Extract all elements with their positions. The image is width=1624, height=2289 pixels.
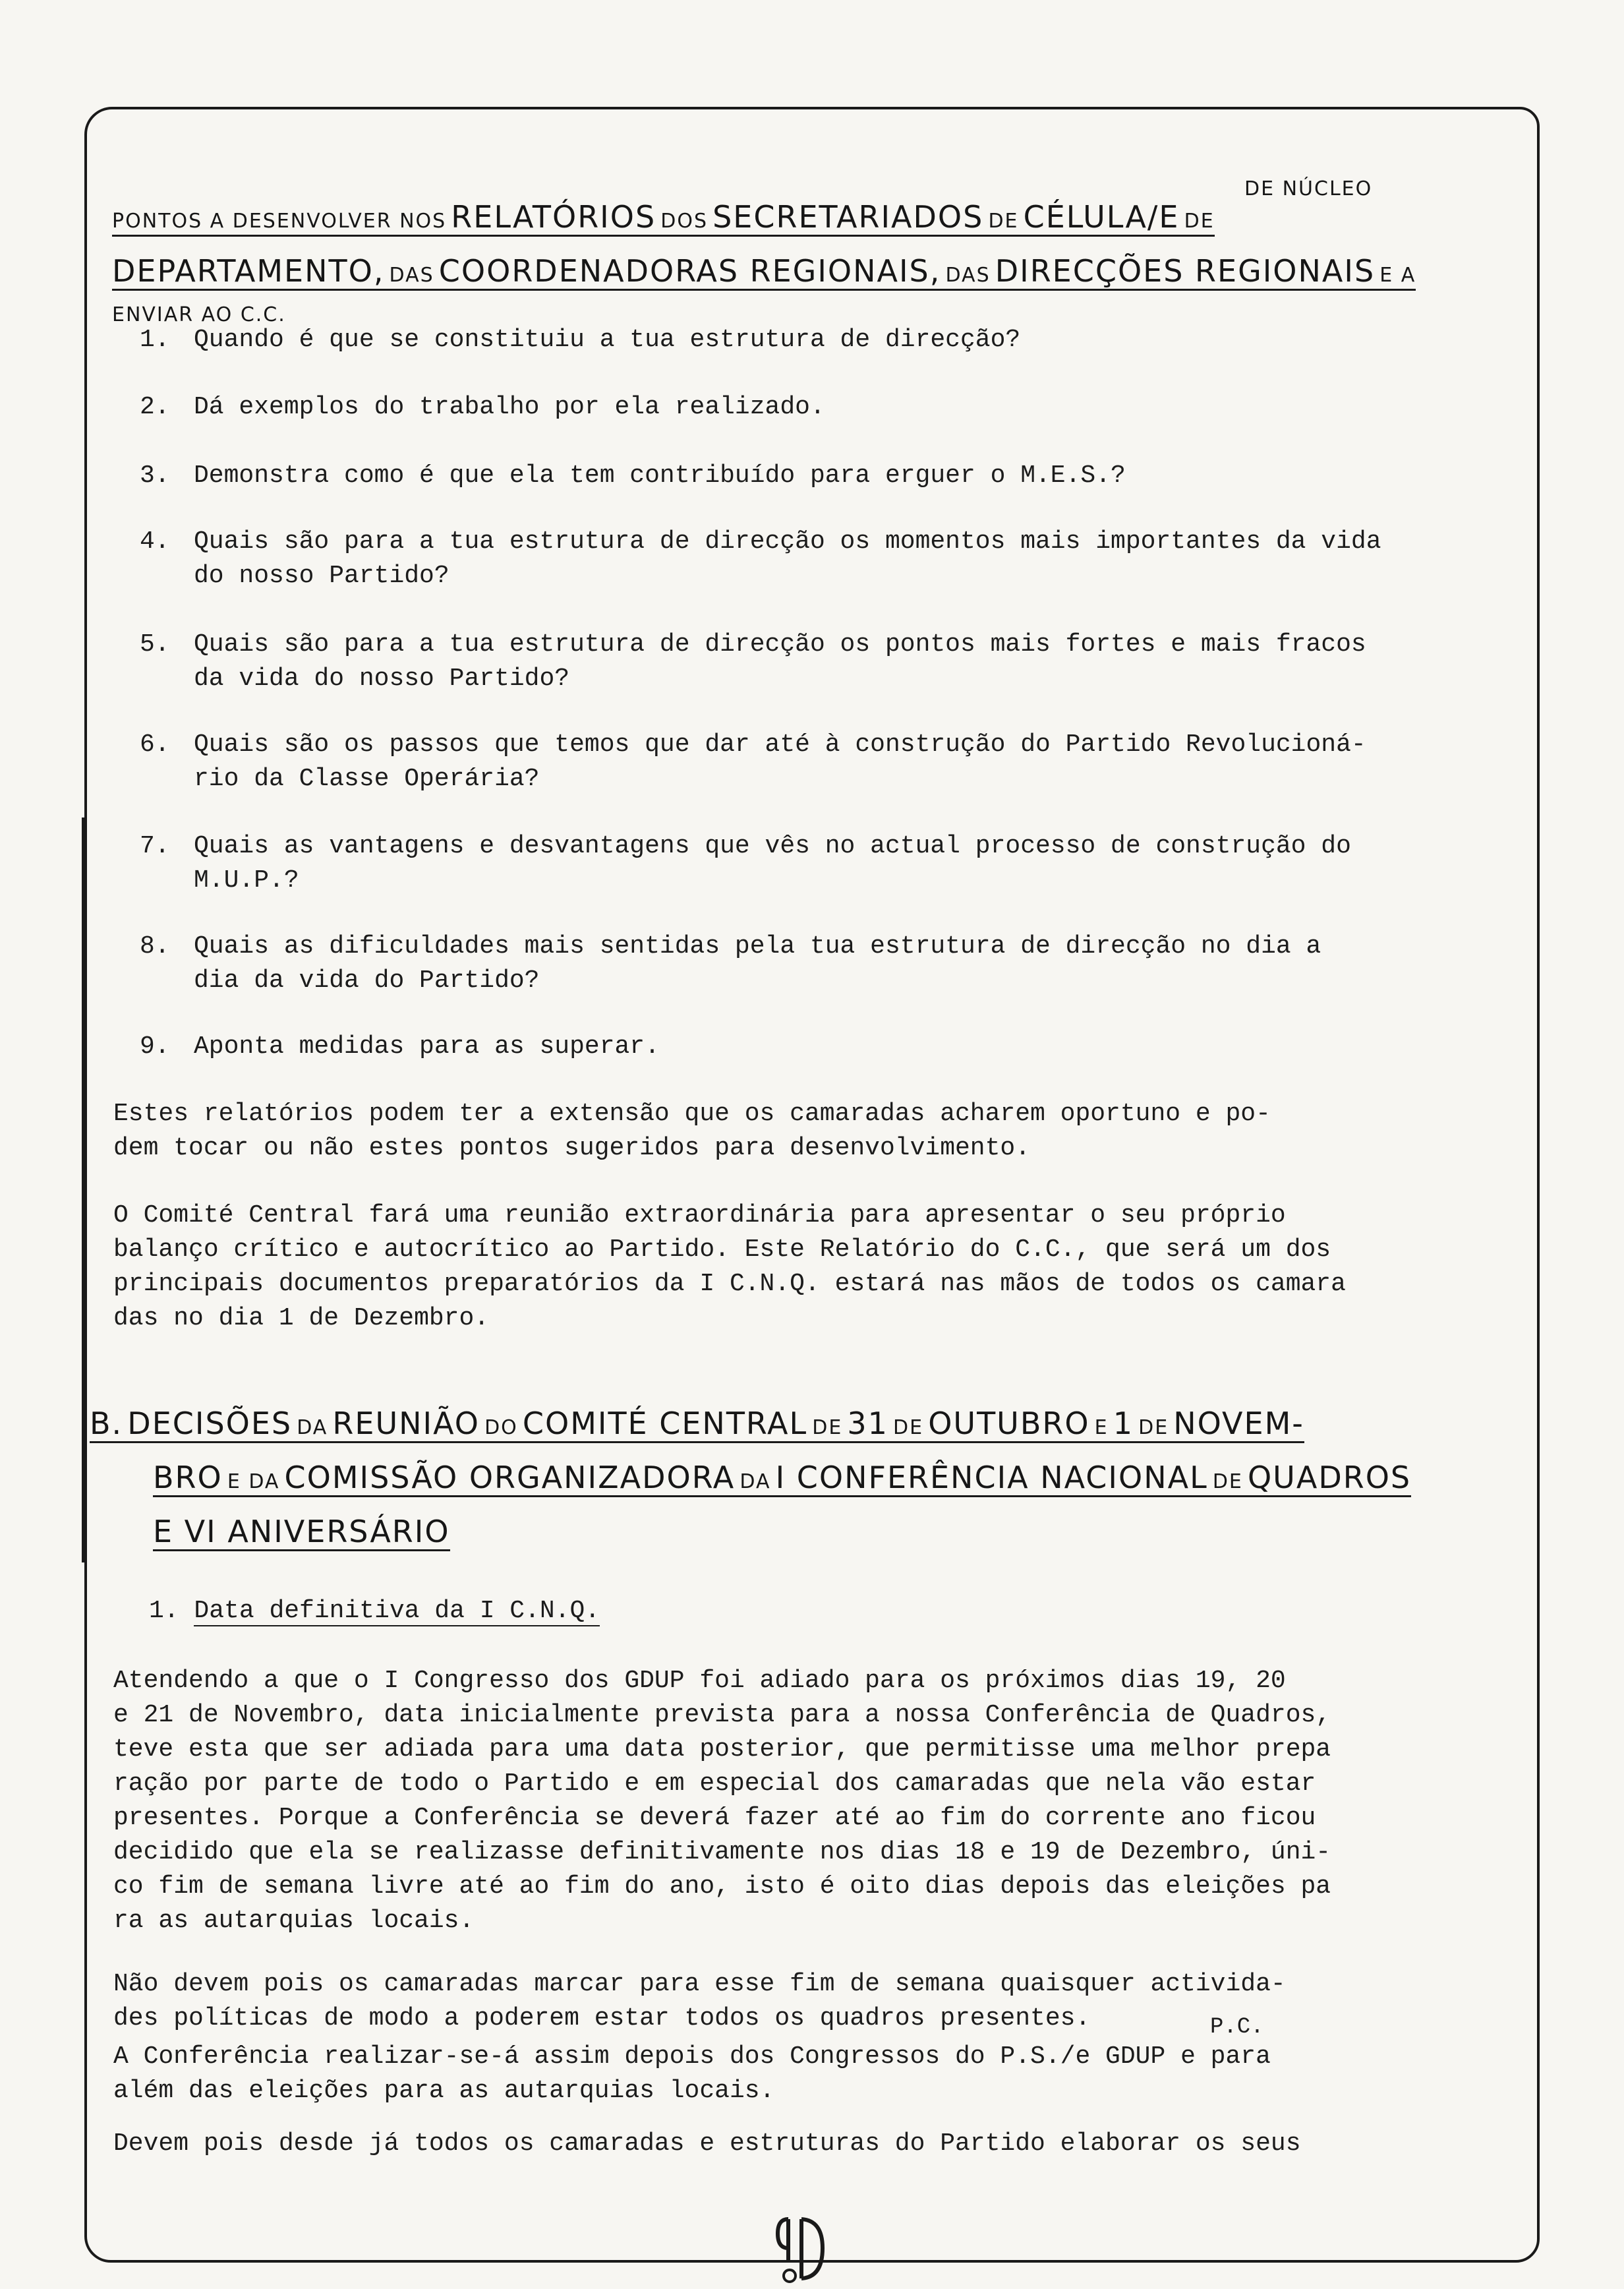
nucleo-note: DE NÚCLEO [1244, 177, 1373, 200]
page-border [84, 107, 1540, 2263]
header-line-2: DEPARTAMENTO, DAS COORDENADORAS REGIONAIS, DAS DIRECÇÕES REGIONAIS E A [112, 253, 1416, 291]
paragraph-comite: O Comité Central fará uma reunião extraordinária para apresentar o seu próprio balanço crítico e autocrítico ao Partido. Este Relatório do C.C., que será um dos principais documentos preparatórios da I C.N.Q. estará nas mãos de todos os camara das no dia 1 de Dezembro. [113, 1201, 1346, 1332]
section-b-line-3: E VI ANIVERSÁRIO [153, 1514, 450, 1551]
insertion-note: P.C. [1210, 2015, 1264, 2040]
section-b-line-2: BRO E DA COMISSÃO ORGANIZADORA DA I CONFERÊNCIA NACIONAL DE QUADROS [153, 1460, 1411, 1497]
paragraph-conferencia: A Conferência realizar-se-á assim depois dos Congressos do P.S./e GDUP e para além das eleições para as autarquias locais. [113, 2042, 1271, 2105]
paragraph-atendendo: Atendendo a que o I Congresso dos GDUP foi adiado para os próximos dias 19, 20 e 21 de Novembro, data inicialmente prevista para a nossa Conferência de Quadros, teve esta que ser adiada para uma data posterior, que permitisse uma melhor prepa ração por parte de todo o Partido e em especial dos camaradas que nela vão estar presentes. Porque a Conferência se deverá fazer até ao fim do corrente ano ficou decidido que ela se realizasse definitivamente nos dias 18 e 19 de Dezembro, úni- co fim de semana livre até ao fim do ano, isto é oito dias depois das eleições pa ra as autarquias locais. [113, 1667, 1331, 1935]
header-line-3: ENVIAR AO C.C. [112, 303, 286, 326]
paragraph-devem: Devem pois desde já todos os camaradas e estruturas do Partido elaborar os seus [113, 2129, 1301, 2158]
paragraph-nao-devem: Não devem pois os camaradas marcar para esse fim de semana quaisquer activida- des políticas de modo a poderem estar todos os quadros presentes. [113, 1970, 1286, 2033]
header-line-1: PONTOS A DESENVOLVER NOS RELATÓRIOS DOS SECRETARIADOS DE CÉLULA/E DE [112, 199, 1215, 237]
party-seal-icon [775, 2214, 825, 2285]
paragraph-extensao: Estes relatórios podem ter a extensão que os camaradas acharem oportuno e po- dem tocar ou não estes pontos sugeridos para desenvolvimento. [113, 1100, 1271, 1162]
subsection-1-title: Data definitiva da I C.N.Q. [194, 1597, 600, 1625]
margin-bar [82, 818, 86, 1562]
top-right-note [1244, 169, 1372, 202]
subsection-1: 1. Data definitiva da I C.N.Q. [149, 1597, 600, 1625]
section-b-line-1: B. DECISÕES DA REUNIÃO DO COMITÉ CENTRAL DE 31 DE OUTUBRO E 1 DE NOVEM- [90, 1406, 1304, 1443]
